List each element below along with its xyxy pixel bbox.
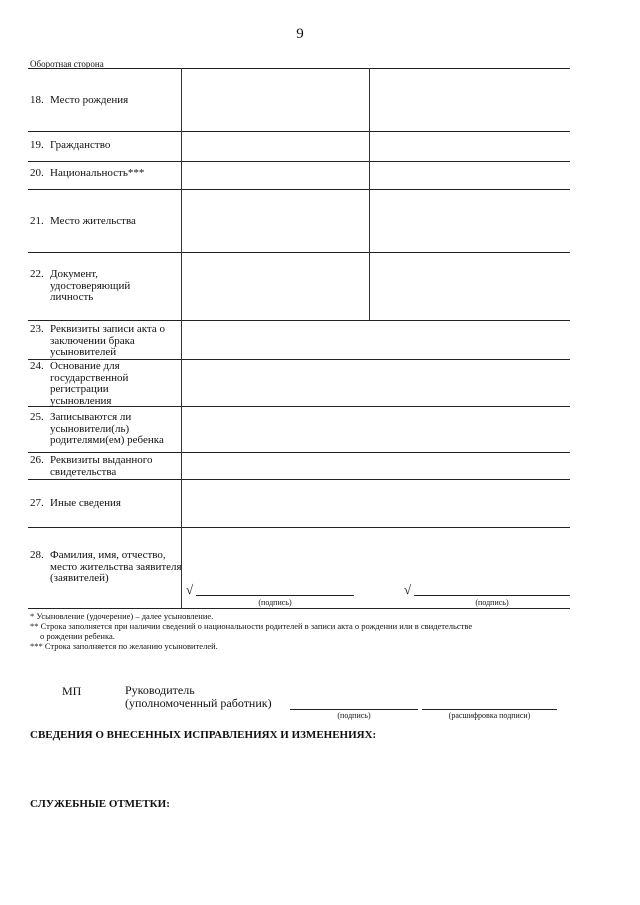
row-divider [28,452,570,453]
row-27 [30,498,180,510]
row-number: 18. [30,94,44,106]
checkmark-icon: √ [186,582,194,597]
row-label: Реквизиты выданного свидетельства [50,454,153,478]
row-number: 24. [30,360,44,372]
table-border-top [28,68,570,69]
row-28 [30,550,182,585]
footnote-1: * Усыновление (удочерение) – далее усыновление. [30,611,214,621]
row-divider [28,527,570,528]
row-number: 19. [30,139,44,151]
row-label: Место рождения [50,94,129,106]
row-divider [28,161,570,162]
row-number: 20. [30,167,44,179]
row-label: Фамилия, имя, отчество, место жительства заявителя (заявителей) [50,549,182,584]
head-subtitle: (уполномоченный работник) [125,696,272,710]
signature-line-2[interactable] [414,595,570,596]
row-number: 28. [30,549,44,561]
table-border-bottom [28,608,570,609]
signature-line-1[interactable] [196,595,354,596]
footnotes [30,611,550,651]
reverse-side-label: Оборотная сторона [30,59,104,69]
row-number: 26. [30,454,44,466]
row-label: Гражданство [50,139,111,151]
page-number: 9 [296,26,304,42]
head-decoding-line[interactable] [422,709,557,710]
row-divider [28,131,570,132]
head-decoding-caption: (расшифровка подписи) [448,711,531,720]
form-table [28,68,570,608]
row-label: Иные сведения [50,497,121,509]
corrections-title: СВЕДЕНИЯ О ВНЕСЕННЫХ ИСПРАВЛЕНИЯХ И ИЗМЕНЕНИЯХ: [30,729,377,741]
row-20 [30,168,180,180]
row-22 [30,269,140,304]
row-24 [30,361,160,407]
row-19 [30,140,180,152]
row-number: 25. [30,411,44,423]
head-signature-caption: (подпись) [337,711,371,720]
footnote-2: ** Строка заполняется при наличии сведений о национальности родителей в записи акта о рождении или в свидетельстве [30,621,473,631]
row-label: Документ, удостоверяющий личность [50,268,131,303]
column-divider [181,68,182,608]
row-21 [30,216,180,228]
row-label: Записываются ли усыновители(ль) родителями(ем) ребенка [50,411,164,446]
row-label: Место жительства [50,215,136,227]
signature-caption-2: (подпись) [475,598,509,607]
row-label: Основание для государственной регистрации усыновления [50,360,129,407]
row-number: 23. [30,323,44,335]
row-18 [30,95,180,107]
row-number: 21. [30,215,44,227]
row-23 [30,324,180,359]
head-label [125,684,272,710]
column-divider-split [369,68,370,320]
row-number: 22. [30,268,44,280]
row-divider [28,479,570,480]
footnote-3: *** Строка заполняется по желанию усыновителей. [30,641,218,651]
service-marks-title: СЛУЖЕБНЫЕ ОТМЕТКИ: [30,798,170,810]
row-label: Национальность*** [50,167,145,179]
row-number: 27. [30,497,44,509]
row-divider [28,189,570,190]
footnote-2-cont: о рождении ребенка. [40,631,115,641]
row-25 [30,412,180,447]
checkmark-icon: √ [404,582,412,597]
head-title: Руководитель [125,683,195,697]
row-divider [28,320,570,321]
row-label: Реквизиты записи акта о заключении брака усыновителей [50,323,165,358]
row-26 [30,455,170,478]
signature-caption-1: (подпись) [258,598,292,607]
row-divider [28,252,570,253]
head-signature-line[interactable] [290,709,418,710]
seal-placeholder: МП [62,684,82,698]
